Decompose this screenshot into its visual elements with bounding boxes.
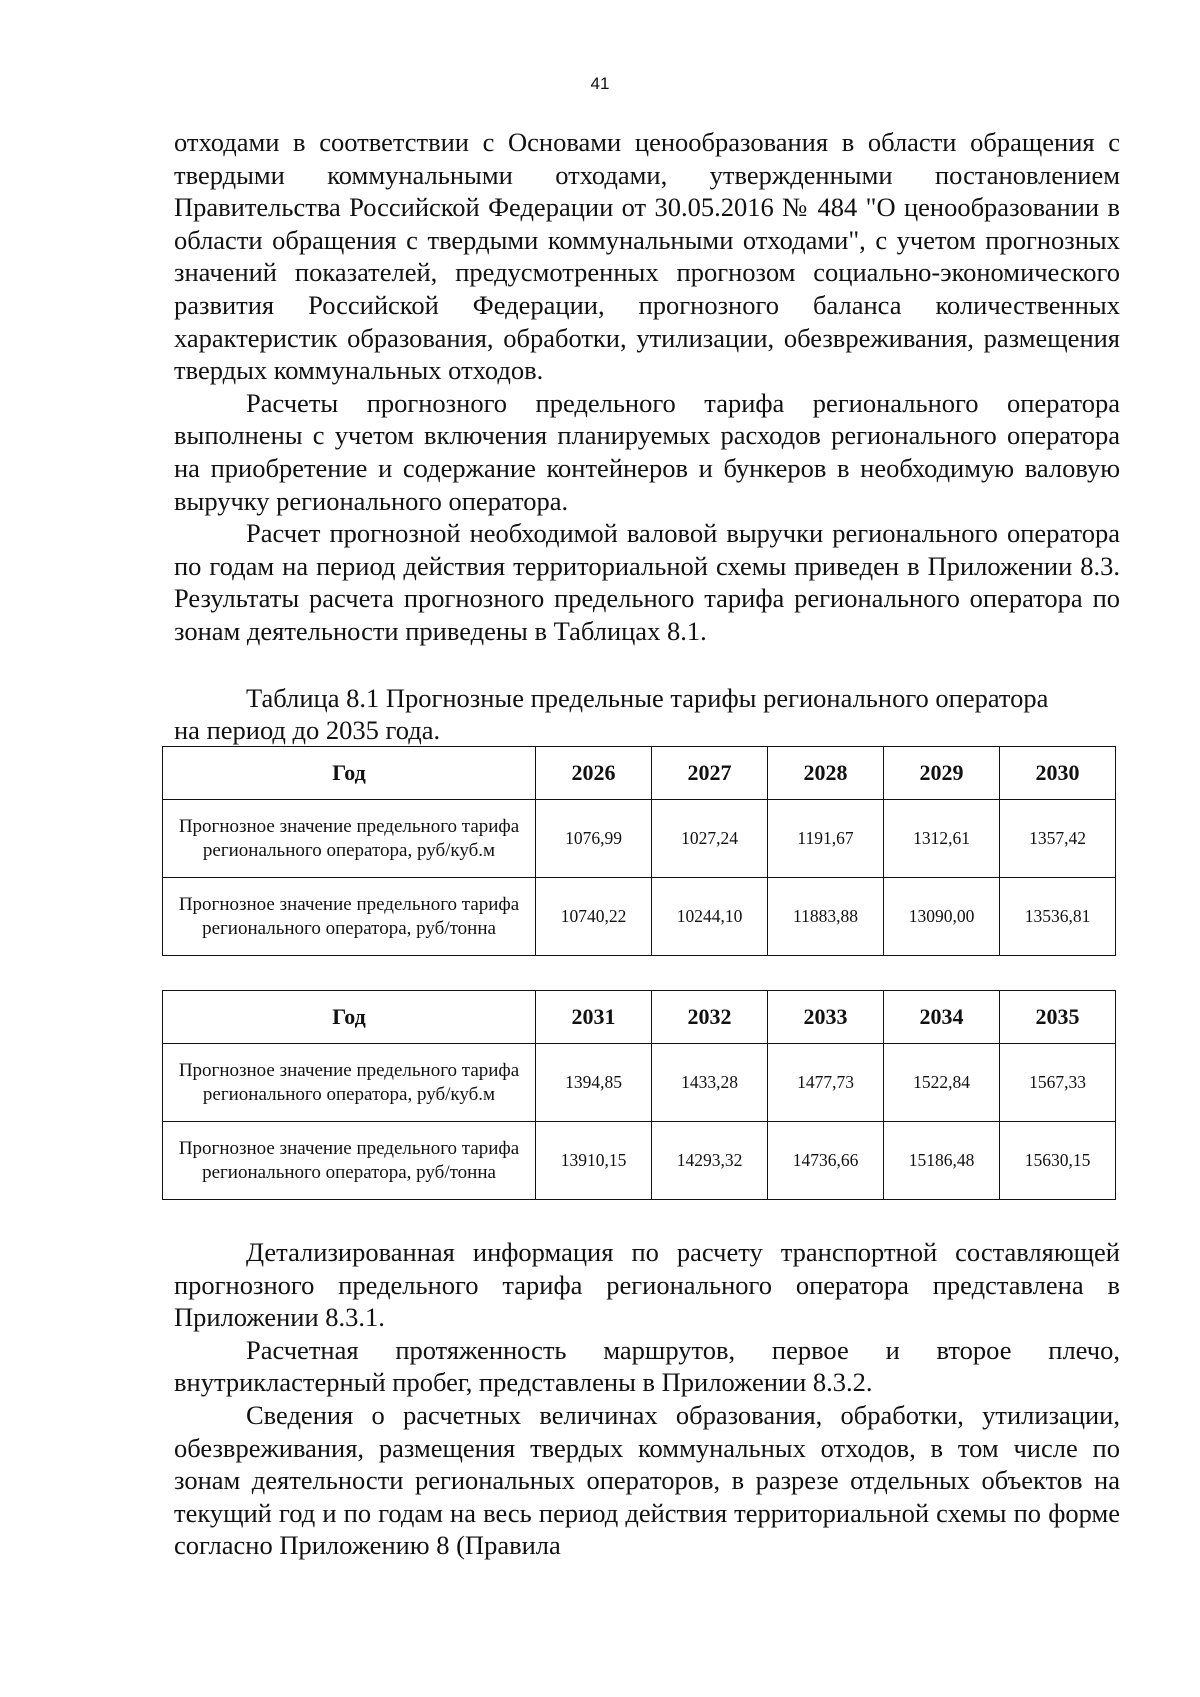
table-cell: 13910,15	[536, 1122, 652, 1200]
table-cell: 15186,48	[884, 1122, 1000, 1200]
table-cell: 1312,61	[884, 800, 1000, 878]
table-header-row	[163, 747, 1116, 800]
table-cell: 1076,99	[536, 800, 652, 878]
tariff-table-2031-2035	[162, 990, 1116, 1200]
table-row	[163, 800, 1116, 878]
row-label: Прогнозное значение предельного тарифа регионального оператора, руб/тонна	[163, 878, 536, 956]
header-cell: 2031	[536, 991, 652, 1044]
header-cell: 2030	[1000, 747, 1116, 800]
header-cell: 2029	[884, 747, 1000, 800]
table-cell: 1433,28	[652, 1044, 768, 1122]
table-cell: 13090,00	[884, 878, 1000, 956]
header-cell: 2026	[536, 747, 652, 800]
body-text-block-2	[174, 1236, 1120, 1562]
paragraph: Расчет прогнозной необходимой валовой выручки регионального оператора по годам на период действия территориальной схемы приведен в Приложении 8.3. Результаты расчета прогнозного предельного тарифа регионального оператора по зонам деятельности приведены в Таблицах 8.1.	[174, 518, 1120, 646]
table-cell: 1191,67	[768, 800, 884, 878]
table-cell: 10740,22	[536, 878, 652, 956]
header-cell: 2035	[1000, 991, 1116, 1044]
table-cell: 15630,15	[1000, 1122, 1116, 1200]
header-cell: Год	[163, 991, 536, 1044]
paragraph: отходами в соответствии с Основами ценообразования в области обращения с твердыми коммунальными отходами, утвержденными постановлением Правительства Российской Федерации от 30.05.2016 № 484 "О ценообразовании в области обращения с твердыми коммунальными отходами", с учетом прогнозных значений показателей, предусмотренных прогнозом социально-экономического развития Российской Федерации, прогнозного баланса количественных характеристик образования, обработки, утилизации, обезвреживания, размещения твердых коммунальных отходов.	[174, 127, 1120, 386]
table-cell: 1027,24	[652, 800, 768, 878]
table-cell: 10244,10	[652, 878, 768, 956]
table-caption-line-2: на период до 2035 года.	[174, 715, 441, 745]
table-cell: 1567,33	[1000, 1044, 1116, 1122]
row-label: Прогнозное значение предельного тарифа регионального оператора, руб/куб.м	[163, 1044, 536, 1122]
table-cell: 14293,32	[652, 1122, 768, 1200]
row-label: Прогнозное значение предельного тарифа регионального оператора, руб/тонна	[163, 1122, 536, 1200]
header-cell: Год	[163, 747, 536, 800]
paragraph: Детализированная информация по расчету транспортной составляющей прогнозного предельного тарифа регионального оператора представлена в Приложении 8.3.1.	[174, 1237, 1120, 1333]
paragraph: Сведения о расчетных величинах образования, обработки, утилизации, обезвреживания, размещения твердых коммунальных отходов, в том числе по зонам деятельности региональных операторов, в разрезе отдельных объектов на текущий год и по годам на весь период действия территориальной схемы по форме согласно Приложению 8 (Правила	[174, 1399, 1120, 1561]
header-cell: 2032	[652, 991, 768, 1044]
header-cell: 2028	[768, 747, 884, 800]
row-label: Прогнозное значение предельного тарифа регионального оператора, руб/куб.м	[163, 800, 536, 878]
table-cell: 1357,42	[1000, 800, 1116, 878]
header-cell: 2027	[652, 747, 768, 800]
table-cell: 1394,85	[536, 1044, 652, 1122]
table-cell: 14736,66	[768, 1122, 884, 1200]
header-cell: 2034	[884, 991, 1000, 1044]
paragraph: Расчетная протяженность маршрутов, первое и второе плечо, внутрикластерный пробег, представлены в Приложении 8.3.2.	[174, 1334, 1120, 1398]
table-row	[163, 878, 1116, 956]
body-text-block-1	[174, 126, 1120, 648]
table-row	[163, 1122, 1116, 1200]
table-row	[163, 1044, 1116, 1122]
table-cell: 13536,81	[1000, 878, 1116, 956]
table-cell: 1522,84	[884, 1044, 1000, 1122]
table-caption	[174, 682, 1120, 746]
header-cell: 2033	[768, 991, 884, 1044]
tariff-table-2026-2030	[162, 746, 1116, 956]
table-caption-line-1: Таблица 8.1 Прогнозные предельные тарифы регионального оператора	[246, 683, 1049, 713]
table-header-row	[163, 991, 1116, 1044]
paragraph: Расчеты прогнозного предельного тарифа регионального оператора выполнены с учетом включения планируемых расходов регионального оператора на приобретение и содержание контейнеров и бункеров в необходимую валовую выручку регионального оператора.	[174, 387, 1120, 516]
table-cell: 11883,88	[768, 878, 884, 956]
table-cell: 1477,73	[768, 1044, 884, 1122]
page-number: 41	[590, 74, 610, 93]
